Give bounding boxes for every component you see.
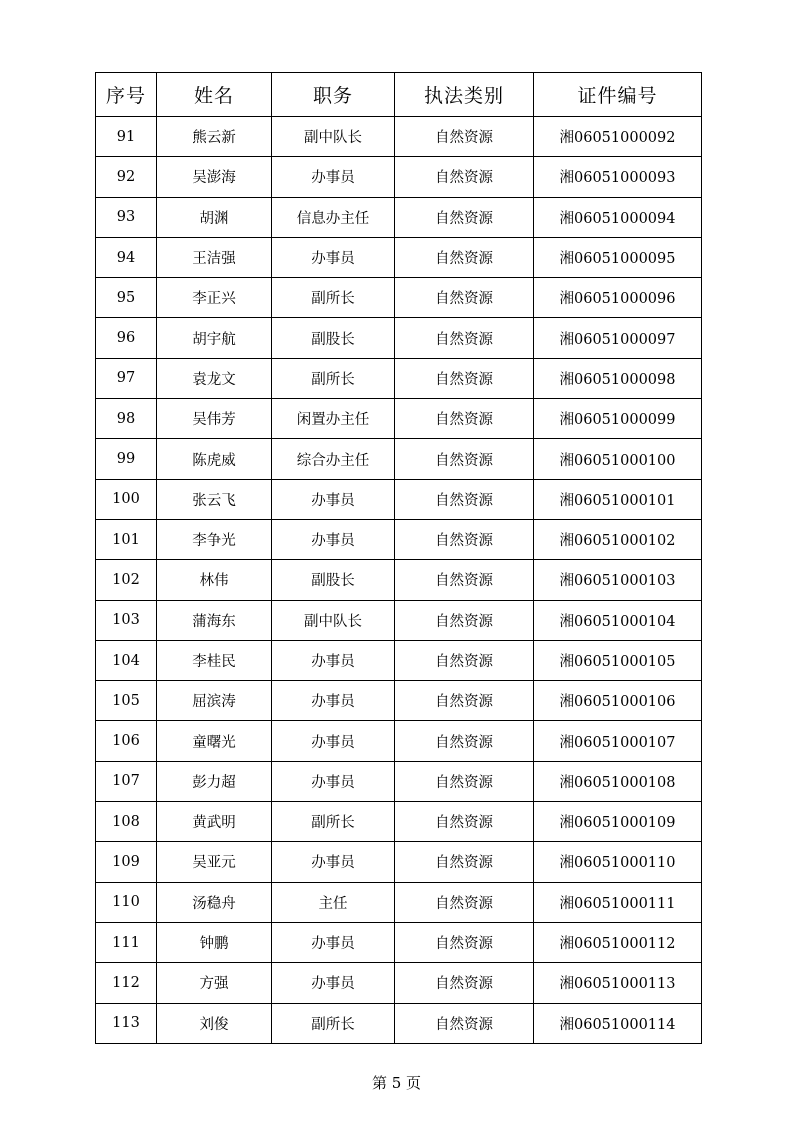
cell-duty: 办事员: [272, 963, 395, 1003]
table-row: [96, 439, 702, 479]
cell-enforcement-type: 自然资源: [395, 963, 534, 1003]
cell-certificate-number: 湘06051000104: [534, 600, 702, 640]
cell-enforcement-type: 自然资源: [395, 681, 534, 721]
cell-seq: 101: [96, 519, 157, 559]
table-row: [96, 117, 702, 157]
table-row: [96, 681, 702, 721]
table-row: [96, 519, 702, 559]
cell-certificate-number: 湘06051000114: [534, 1003, 702, 1043]
table-row: [96, 922, 702, 962]
cell-certificate-number: 湘06051000094: [534, 197, 702, 237]
cell-certificate-number: 湘06051000103: [534, 560, 702, 600]
cell-name: 刘俊: [157, 1003, 272, 1043]
table-row: [96, 882, 702, 922]
cell-name: 胡宇航: [157, 318, 272, 358]
cell-duty: 办事员: [272, 761, 395, 801]
cell-duty: 副股长: [272, 560, 395, 600]
cell-seq: 94: [96, 237, 157, 277]
cell-duty: 副中队长: [272, 600, 395, 640]
cell-enforcement-type: 自然资源: [395, 157, 534, 197]
cell-enforcement-type: 自然资源: [395, 721, 534, 761]
table-row: [96, 318, 702, 358]
cell-name: 屈滨涛: [157, 681, 272, 721]
header-duty: 职务: [272, 73, 395, 117]
cell-duty: 办事员: [272, 640, 395, 680]
table-body: [96, 117, 702, 1044]
cell-name: 王洁强: [157, 237, 272, 277]
table-row: [96, 761, 702, 801]
cell-seq: 113: [96, 1003, 157, 1043]
cell-seq: 106: [96, 721, 157, 761]
table-row: [96, 963, 702, 1003]
table-row: [96, 157, 702, 197]
cell-certificate-number: 湘06051000099: [534, 399, 702, 439]
table-row: [96, 560, 702, 600]
cell-enforcement-type: 自然资源: [395, 237, 534, 277]
cell-duty: 副股长: [272, 318, 395, 358]
cell-seq: 102: [96, 560, 157, 600]
table-row: [96, 479, 702, 519]
cell-enforcement-type: 自然资源: [395, 519, 534, 559]
cell-seq: 108: [96, 802, 157, 842]
header-certificate-number: 证件编号: [534, 73, 702, 117]
table-row: [96, 721, 702, 761]
cell-duty: 闲置办主任: [272, 399, 395, 439]
table-header-row: [96, 73, 702, 117]
cell-seq: 110: [96, 882, 157, 922]
cell-enforcement-type: 自然资源: [395, 117, 534, 157]
cell-name: 熊云新: [157, 117, 272, 157]
cell-duty: 副中队长: [272, 117, 395, 157]
cell-duty: 副所长: [272, 358, 395, 398]
cell-enforcement-type: 自然资源: [395, 640, 534, 680]
cell-certificate-number: 湘06051000111: [534, 882, 702, 922]
cell-duty: 办事员: [272, 681, 395, 721]
cell-certificate-number: 湘06051000110: [534, 842, 702, 882]
cell-enforcement-type: 自然资源: [395, 399, 534, 439]
cell-enforcement-type: 自然资源: [395, 600, 534, 640]
cell-seq: 111: [96, 922, 157, 962]
table-row: [96, 640, 702, 680]
cell-enforcement-type: 自然资源: [395, 802, 534, 842]
cell-enforcement-type: 自然资源: [395, 1003, 534, 1043]
cell-enforcement-type: 自然资源: [395, 197, 534, 237]
cell-seq: 112: [96, 963, 157, 1003]
cell-seq: 104: [96, 640, 157, 680]
table-row: [96, 1003, 702, 1043]
cell-seq: 107: [96, 761, 157, 801]
cell-name: 彭力超: [157, 761, 272, 801]
table-row: [96, 237, 702, 277]
cell-name: 李桂民: [157, 640, 272, 680]
table-row: [96, 802, 702, 842]
header-enforcement-type: 执法类别: [395, 73, 534, 117]
cell-name: 吴亚元: [157, 842, 272, 882]
cell-seq: 91: [96, 117, 157, 157]
cell-enforcement-type: 自然资源: [395, 358, 534, 398]
cell-duty: 信息办主任: [272, 197, 395, 237]
cell-enforcement-type: 自然资源: [395, 560, 534, 600]
cell-certificate-number: 湘06051000101: [534, 479, 702, 519]
table-row: [96, 399, 702, 439]
cell-name: 李争光: [157, 519, 272, 559]
cell-name: 钟鹏: [157, 922, 272, 962]
table-row: [96, 197, 702, 237]
cell-duty: 办事员: [272, 479, 395, 519]
cell-duty: 副所长: [272, 802, 395, 842]
cell-name: 胡渊: [157, 197, 272, 237]
cell-enforcement-type: 自然资源: [395, 761, 534, 801]
personnel-table: [95, 72, 702, 1044]
cell-certificate-number: 湘06051000092: [534, 117, 702, 157]
cell-seq: 98: [96, 399, 157, 439]
cell-enforcement-type: 自然资源: [395, 439, 534, 479]
header-seq: 序号: [96, 73, 157, 117]
table-row: [96, 600, 702, 640]
cell-name: 张云飞: [157, 479, 272, 519]
cell-seq: 109: [96, 842, 157, 882]
cell-name: 蒲海东: [157, 600, 272, 640]
cell-certificate-number: 湘06051000096: [534, 278, 702, 318]
cell-name: 黄武明: [157, 802, 272, 842]
cell-seq: 95: [96, 278, 157, 318]
cell-seq: 99: [96, 439, 157, 479]
cell-duty: 办事员: [272, 721, 395, 761]
cell-seq: 96: [96, 318, 157, 358]
cell-seq: 103: [96, 600, 157, 640]
cell-name: 汤稳舟: [157, 882, 272, 922]
header-name: 姓名: [157, 73, 272, 117]
cell-certificate-number: 湘06051000107: [534, 721, 702, 761]
cell-name: 吴澎海: [157, 157, 272, 197]
cell-enforcement-type: 自然资源: [395, 278, 534, 318]
table-row: [96, 842, 702, 882]
cell-name: 林伟: [157, 560, 272, 600]
cell-certificate-number: 湘06051000109: [534, 802, 702, 842]
cell-duty: 综合办主任: [272, 439, 395, 479]
cell-seq: 105: [96, 681, 157, 721]
cell-seq: 97: [96, 358, 157, 398]
cell-name: 方强: [157, 963, 272, 1003]
cell-enforcement-type: 自然资源: [395, 318, 534, 358]
table-row: [96, 358, 702, 398]
cell-seq: 92: [96, 157, 157, 197]
cell-certificate-number: 湘06051000113: [534, 963, 702, 1003]
cell-certificate-number: 湘06051000100: [534, 439, 702, 479]
cell-name: 陈虎威: [157, 439, 272, 479]
cell-certificate-number: 湘06051000112: [534, 922, 702, 962]
cell-certificate-number: 湘06051000093: [534, 157, 702, 197]
cell-certificate-number: 湘06051000108: [534, 761, 702, 801]
cell-certificate-number: 湘06051000102: [534, 519, 702, 559]
cell-enforcement-type: 自然资源: [395, 882, 534, 922]
cell-duty: 办事员: [272, 519, 395, 559]
cell-certificate-number: 湘06051000105: [534, 640, 702, 680]
cell-duty: 办事员: [272, 237, 395, 277]
cell-duty: 办事员: [272, 922, 395, 962]
cell-enforcement-type: 自然资源: [395, 922, 534, 962]
cell-certificate-number: 湘06051000106: [534, 681, 702, 721]
cell-duty: 副所长: [272, 1003, 395, 1043]
cell-certificate-number: 湘06051000097: [534, 318, 702, 358]
cell-name: 吴伟芳: [157, 399, 272, 439]
cell-seq: 100: [96, 479, 157, 519]
cell-enforcement-type: 自然资源: [395, 479, 534, 519]
cell-name: 童曙光: [157, 721, 272, 761]
cell-name: 袁龙文: [157, 358, 272, 398]
cell-certificate-number: 湘06051000095: [534, 237, 702, 277]
page-number: 第 5 页: [371, 1074, 422, 1092]
cell-certificate-number: 湘06051000098: [534, 358, 702, 398]
cell-enforcement-type: 自然资源: [395, 842, 534, 882]
table-row: [96, 278, 702, 318]
cell-duty: 办事员: [272, 157, 395, 197]
cell-seq: 93: [96, 197, 157, 237]
cell-duty: 主任: [272, 882, 395, 922]
cell-duty: 副所长: [272, 278, 395, 318]
cell-duty: 办事员: [272, 842, 395, 882]
cell-name: 李正兴: [157, 278, 272, 318]
